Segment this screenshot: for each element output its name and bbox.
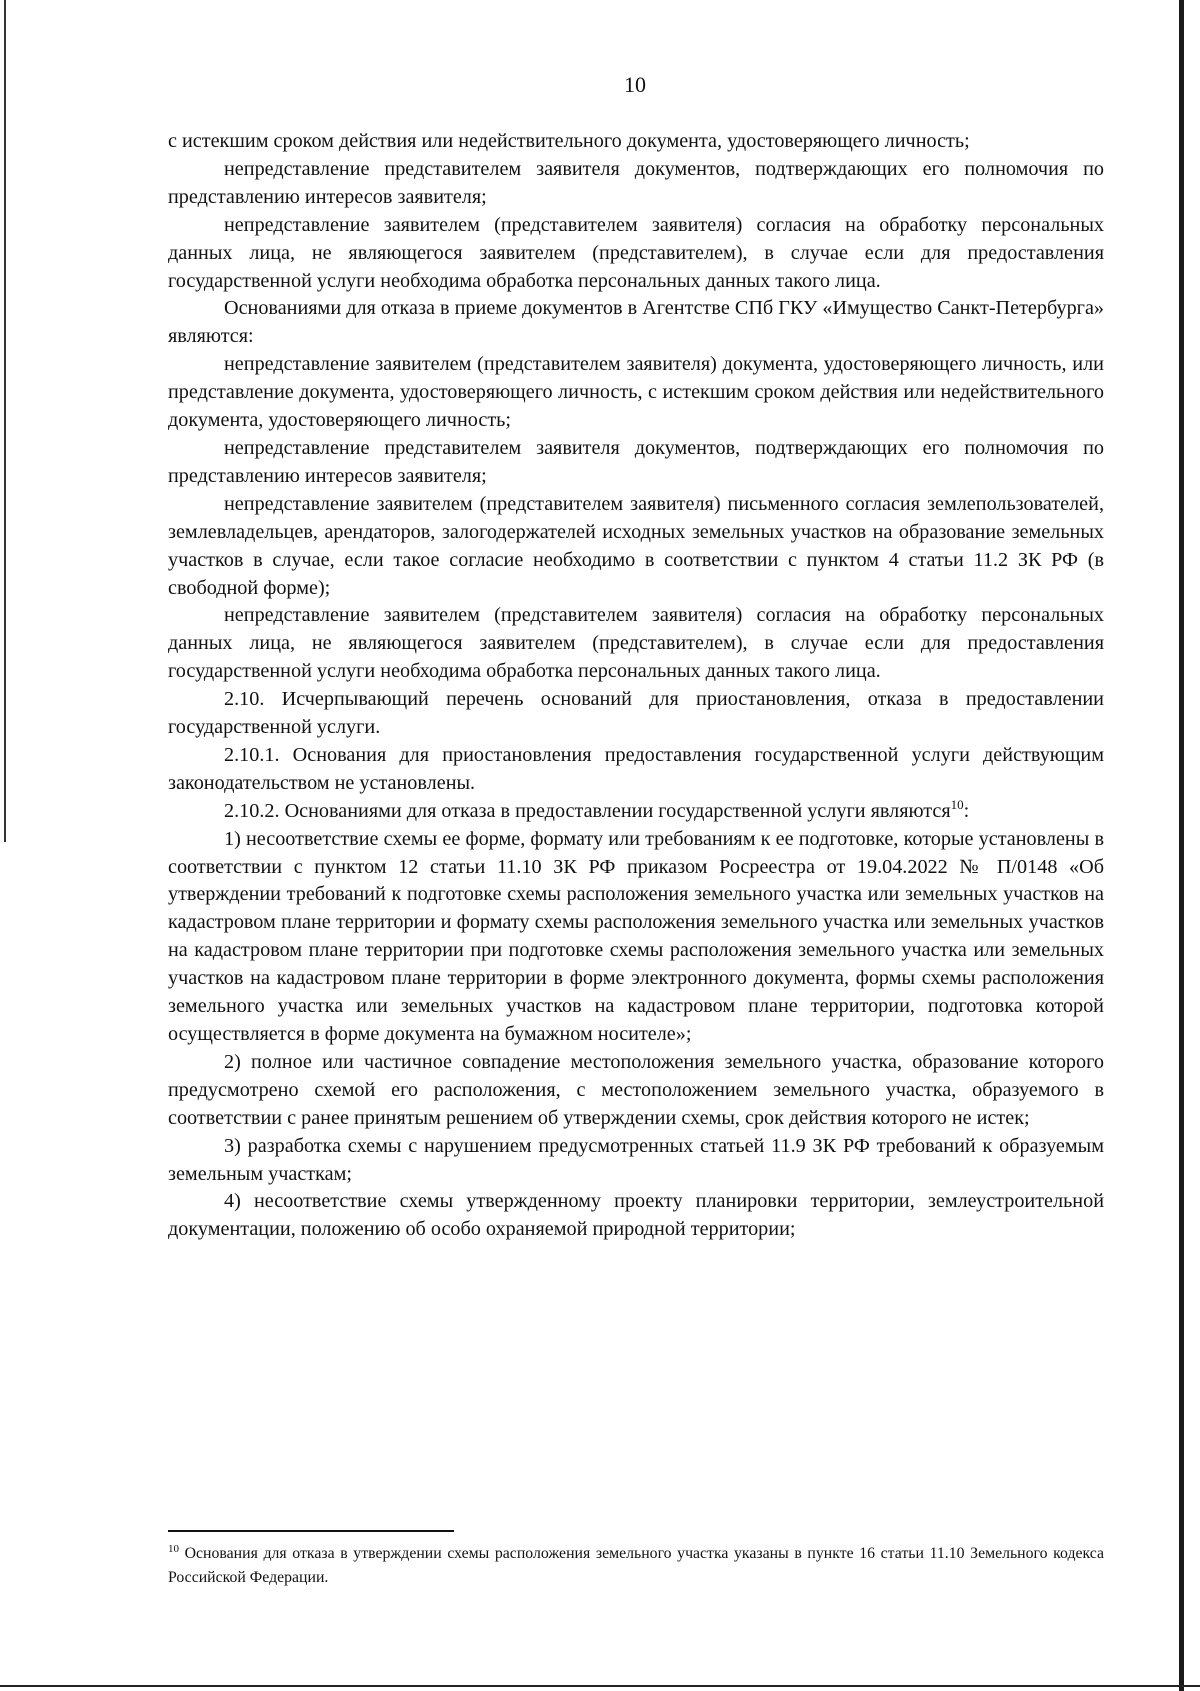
paragraph-text: 2.10.2. Основаниями для отказа в предоставлении государственной услуги являются bbox=[224, 799, 951, 822]
paragraph-colon: : bbox=[963, 799, 970, 822]
paragraph: непредставление представителем заявителя документов, подтверждающих его полномочия по представлению интересов заявителя; bbox=[168, 157, 1104, 208]
paragraph: Основаниями для отказа в приеме документов в Агентстве СПб ГКУ «Имущество Санкт-Петербурга» являются: bbox=[168, 297, 1104, 348]
list-item: 2) полное или частичное совпадение местоположения земельного участка, образование которого предусмотрено схемой его расположения, с местоположением земельного участка, образуемого в соответствии с ранее принятым решением об утверждении схемы, срок действия которого не истек; bbox=[168, 1050, 1104, 1129]
footnote-reference[interactable]: 10 bbox=[950, 796, 964, 812]
scan-edge-left bbox=[4, 0, 6, 842]
paragraph: непредставление заявителем (представителем заявителя) согласия на обработку персональных данных лица, не являющегося заявителем (представителем), в случае если для предоставления государственной услуги необходима обработка персональных данных такого лица. bbox=[168, 213, 1104, 292]
footnote-marker: 10 bbox=[168, 1543, 179, 1555]
scan-edge-bottom bbox=[0, 1685, 1200, 1687]
page-number: 10 bbox=[624, 72, 646, 97]
paragraph: 2.10.1. Основания для приостановления предоставления государственной услуги действующим законодательством не установлены. bbox=[168, 743, 1104, 794]
paragraph: непредставление заявителем (представителем заявителя) письменного согласия землепользователей, землевладельцев, арендаторов, залогодержателей исходных земельных участков на образование земельных участков в случае, если такое согласие необходимо в соответствии с пунктом 4 статьи 11.2 ЗК РФ (в свободной форме); bbox=[168, 492, 1104, 599]
footnote-separator bbox=[168, 1530, 454, 1532]
paragraph: непредставление заявителем (представителем заявителя) согласия на обработку персональных данных лица, не являющегося заявителем (представителем), в случае если для предоставления государственной услуги необходима обработка персональных данных такого лица. bbox=[168, 604, 1104, 683]
paragraph: непредставление заявителем (представителем заявителя) документа, удостоверяющего личность, или представление документа, удостоверяющего личность, с истекшим сроком действия или недействительного документа, удостоверяющего личность; bbox=[168, 353, 1104, 432]
list-item: 4) несоответствие схемы утвержденному проекту планировки территории, землеустроительной документации, положению об особо охраняемой природной территории; bbox=[168, 1190, 1104, 1241]
paragraph: непредставление представителем заявителя документов, подтверждающих его полномочия по представлению интересов заявителя; bbox=[168, 436, 1104, 487]
section-heading-2-10: 2.10. Исчерпывающий перечень оснований для приостановления, отказа в предоставлении государственной услуги. bbox=[168, 688, 1104, 739]
paragraph-with-footnote bbox=[168, 798, 1104, 826]
list-item: 3) разработка схемы с нарушением предусмотренных статьей 11.9 ЗК РФ требований к образуемым земельным участкам; bbox=[168, 1134, 1104, 1185]
document-body bbox=[168, 128, 1104, 1244]
scan-edge-right bbox=[1179, 0, 1184, 1691]
footnote-text: Основания для отказа в утверждении схемы расположения земельного участка указаны в пункте 16 статьи 11.10 Земельного кодекса Российской Федерации. bbox=[168, 1545, 1104, 1586]
list-item: 1) несоответствие схемы ее форме, формату или требованиям к ее подготовке, которые установлены в соответствии с пунктом 12 статьи 11.10 ЗК РФ приказом Росреестра от 19.04.2022 № П/0148 «Об утверждении требований к подготовке схемы расположения земельного участка или земельных участков на кадастровом плане территории и формату схемы расположения земельного участка или земельных участков на кадастровом плане территории при подготовке схемы расположения земельного участка или земельных участков на кадастровом плане территории в форме электронного документа, формы схемы расположения земельного участка или земельных участков на кадастровом плане территории, подготовка которой осуществляется в форме документа на бумажном носителе»; bbox=[168, 827, 1104, 1045]
footnote bbox=[168, 1542, 1104, 1590]
paragraph: с истекшим сроком действия или недействительного документа, удостоверяющего личность; bbox=[168, 130, 970, 152]
